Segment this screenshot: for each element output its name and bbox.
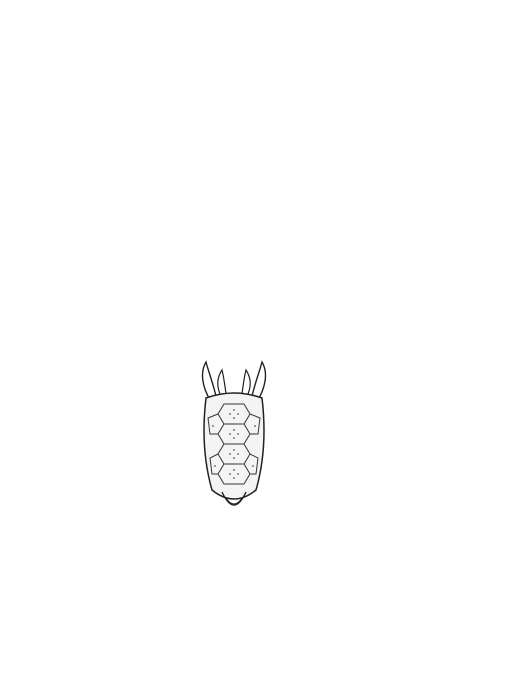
rotifer-illustration: [180, 358, 290, 528]
keratella-drawing: [180, 358, 290, 528]
